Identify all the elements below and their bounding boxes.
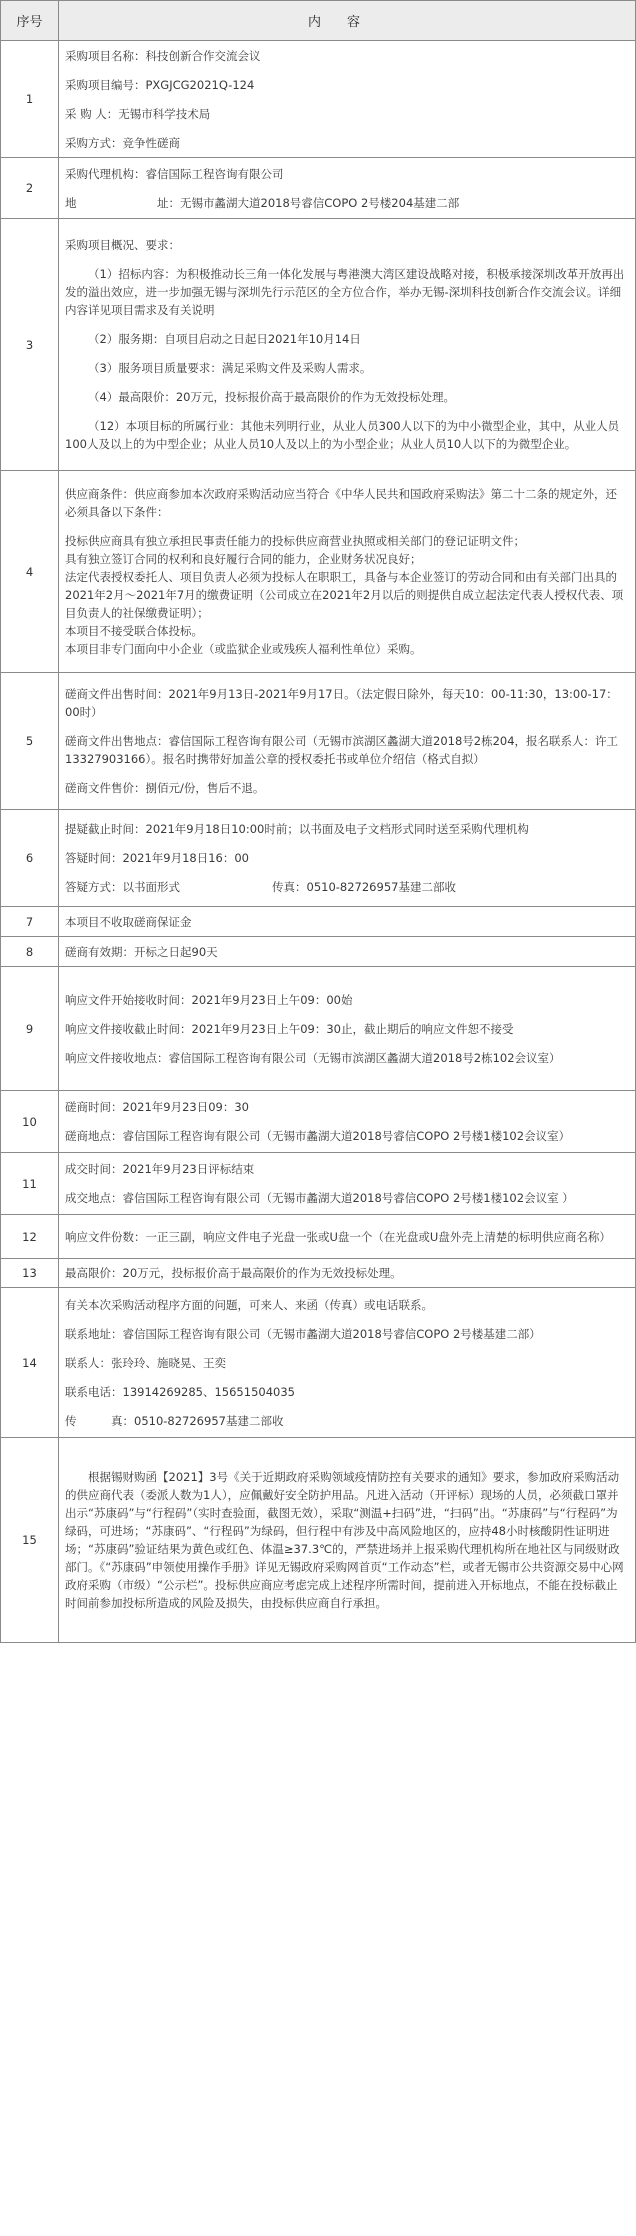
purchaser-line: 采 购 人：无锡市科学技术局 (65, 106, 211, 121)
table-row (1, 1288, 636, 1438)
table-row (1, 1153, 636, 1215)
row-content (59, 1288, 636, 1438)
supplier-license: 投标供应商具有独立承担民事责任能力的投标供应商营业执照或相关部门的登记证明文件； (65, 534, 525, 548)
price-ceiling-note: 最高限价：20万元，投标报价高于最高限价的作为无效投标处理。 (65, 1266, 402, 1280)
response-start: 响应文件开始接收时间：2021年9月23日上午09：00始 (65, 992, 353, 1007)
row-number: 4 (1, 471, 59, 673)
row-content (59, 810, 636, 907)
table-header-row (1, 1, 636, 41)
supplier-personnel: 法定代表授权委托人、项目负责人必须为投标人在职职工，具备与本企业签订的劳动合同和由有关部门出具的2021年2月～2021年7月的缴费证明（公司成立在2021年2月以后的则提供自成立起法定代表人授权代表、项目负责人的社保缴费证明）； (65, 570, 624, 620)
row-content (59, 937, 636, 967)
procurement-method-line: 采购方式：竞争性磋商 (65, 135, 180, 150)
table-row (1, 1438, 636, 1643)
row-number: 12 (1, 1215, 59, 1259)
row-number: 6 (1, 810, 59, 907)
table-row (1, 810, 636, 907)
row-number: 11 (1, 1153, 59, 1215)
negotiation-time: 磋商时间：2021年9月23日09：30 (65, 1100, 249, 1114)
tender-content: （1）招标内容：为积极推动长三角一体化发展与粤港澳大湾区建设战略对接，积极承接深圳改革开放再出发的溢出效应，进一步加强无锡与深圳先行示范区的全方位合作，举办无锡-深圳科技创新合作交流会议。详细内容详见项目需求及有关说明 (65, 267, 625, 317)
negotiation-place: 磋商地点：睿信国际工程咨询有限公司（无锡市蠡湖大道2018号睿信COPO 2号楼1楼102会议室） (65, 1129, 571, 1143)
row-number: 15 (1, 1438, 59, 1643)
row-number: 2 (1, 158, 59, 219)
service-period: （2）服务期：自项目启动之日起日2021年10月14日 (88, 332, 361, 346)
agency-address-line: 地 址：无锡市蠡湖大道2018号睿信COPO 2号楼204基建二部 (65, 195, 460, 210)
deal-place: 成交地点：睿信国际工程咨询有限公司（无锡市蠡湖大道2018号睿信COPO 2号楼1楼102会议室 ） (65, 1191, 574, 1205)
supplier-conditions: 供应商条件：供应商参加本次政府采购活动应当符合《中华人民共和国政府采购法》第二十二条的规定外，还必须具备以下条件： (65, 487, 617, 519)
table-row (1, 1091, 636, 1153)
row-content (59, 1438, 636, 1643)
table-row (1, 967, 636, 1091)
row-content (59, 1153, 636, 1215)
row-number: 8 (1, 937, 59, 967)
row-number: 14 (1, 1288, 59, 1438)
row-content (59, 907, 636, 937)
doc-sale-time: 磋商文件出售时间：2021年9月13日-2021年9月17日。（法定假日除外，每天10：00-11:30，13:00-17：00时） (65, 687, 618, 719)
epidemic-notice: 根据锡财购函【2021】3号《关于近期政府采购领域疫情防控有关要求的通知》要求，参加政府采购活动的供应商代表（委派人数为1人），应佩戴好安全防护用品。凡进入活动（开评标）现场的人员，必须截口罩并出示“苏康码”与“行程码”（实时查验面，截图无效），采取“测温+扫码”进，“扫码”出。“苏康码”与“行程码”为绿码，可进场；“苏康码”、“行程码”为绿码，但行程中有涉及中高风险地区的，应持48小时核酸阴性证明进场；“苏康码”验证结果为黄色或红色、体温≥37.3℃的，严禁进场并上报采购代理机构所在地社区与同级财政部门。《“苏康码”申领使用操作手册》详见无锡政府采购网首页“工作动态”栏，或者无锡市公共资源交易中心网政府采购（市级）“公示栏”。投标供应商应考虑完成上述程序所需时间，提前进入开标地点，不能在投标截止时间前参加投标所造成的风险及损失，由投标供应商自行承担。 (65, 1470, 624, 1610)
project-code-line: 采购项目编号：PXGJCG2021Q-124 (65, 77, 255, 92)
row-number: 1 (1, 41, 59, 158)
table-row (1, 673, 636, 810)
row-number: 10 (1, 1091, 59, 1153)
row-content (59, 673, 636, 810)
no-consortium: 本项目不接受联合体投标。 (65, 624, 203, 638)
industry-classification: （12）本项目标的所属行业：其他未列明行业，从业人员300人以下的为中小微型企业，其中，从业人员100人及以上的为中型企业；从业人员10人及以上的为小型企业；从业人员10人以下的为微型企业。 (65, 419, 620, 451)
contact-address: 联系地址：睿信国际工程咨询有限公司（无锡市蠡湖大道2018号睿信COPO 2号楼基建二部） (65, 1326, 541, 1341)
row-number: 9 (1, 967, 59, 1091)
overview-title: 采购项目概况、要求： (65, 238, 180, 252)
header-col-no: 序号 (1, 1, 59, 41)
quality-requirement: （3）服务项目质量要求：满足采购文件及采购人需求。 (88, 361, 372, 375)
query-deadline: 提疑截止时间：2021年9月18日10:00时前；以书面及电子文档形式同时送至采购代理机构 (65, 822, 529, 836)
row-content (59, 158, 636, 219)
row-content (59, 471, 636, 673)
validity-period: 磋商有效期：开标之日起90天 (65, 944, 218, 959)
row-number: 7 (1, 907, 59, 937)
table-row (1, 219, 636, 471)
row-content (59, 1091, 636, 1153)
answer-method: 答疑方式：以书面形式 传真：0510-82726957基建二部收 (65, 880, 456, 894)
agency-line: 采购代理机构：睿信国际工程咨询有限公司 (65, 166, 284, 181)
sme-note: 本项目非专门面向中小企业（或监狱企业或残疾人福利性单位）采购。 (65, 642, 422, 656)
table-row (1, 158, 636, 219)
no-deposit: 本项目不收取磋商保证金 (65, 914, 192, 929)
price-ceiling: （4）最高限价：20万元，投标报价高于最高限价的作为无效投标处理。 (88, 390, 455, 404)
header-col-content: 内容 (59, 1, 636, 41)
copies-requirement: 响应文件份数：一正三副，响应文件电子光盘一张或U盘一个（在光盘或U盘外壳上清楚的标明供应商名称） (65, 1229, 611, 1244)
project-name-line: 采购项目名称：科技创新合作交流会议 (65, 48, 261, 63)
contact-intro: 有关本次采购活动程序方面的问题，可来人、来函（传真）或电话联系。 (65, 1297, 433, 1312)
response-deadline: 响应文件接收截止时间：2021年9月23日上午09：30止，截止期后的响应文件恕不接受 (65, 1021, 514, 1036)
row-number: 5 (1, 673, 59, 810)
table-row (1, 41, 636, 158)
table-row (1, 937, 636, 967)
supplier-capability: 具有独立签订合同的权利和良好履行合同的能力，企业财务状况良好； (65, 552, 422, 566)
row-number: 3 (1, 219, 59, 471)
contact-phone: 联系电话：13914269285、15651504035 (65, 1384, 295, 1399)
row-content (59, 1259, 636, 1288)
table-row (1, 907, 636, 937)
row-content (59, 967, 636, 1091)
row-number: 13 (1, 1259, 59, 1288)
row-content (59, 219, 636, 471)
doc-price: 磋商文件售价：捌佰元/份，售后不退。 (65, 781, 265, 795)
row-content (59, 1215, 636, 1259)
row-content (59, 41, 636, 158)
table-row (1, 1259, 636, 1288)
contact-persons: 联系人：张玲玲、施晓晃、王奕 (65, 1355, 226, 1370)
doc-sale-place: 磋商文件出售地点：睿信国际工程咨询有限公司（无锡市滨湖区蠡湖大道2018号2栋204，报名联系人：许工13327903166）。报名时携带好加盖公章的授权委托书或单位介绍信（格式自拟） (65, 734, 619, 766)
contact-fax: 传 真：0510-82726957基建二部收 (65, 1413, 284, 1428)
table-row (1, 471, 636, 673)
response-place: 响应文件接收地点：睿信国际工程咨询有限公司（无锡市滨湖区蠡湖大道2018号2栋102会议室） (65, 1050, 561, 1065)
deal-time: 成交时间：2021年9月23日评标结束 (65, 1162, 255, 1176)
answer-time: 答疑时间：2021年9月18日16：00 (65, 851, 249, 865)
table-row (1, 1215, 636, 1259)
